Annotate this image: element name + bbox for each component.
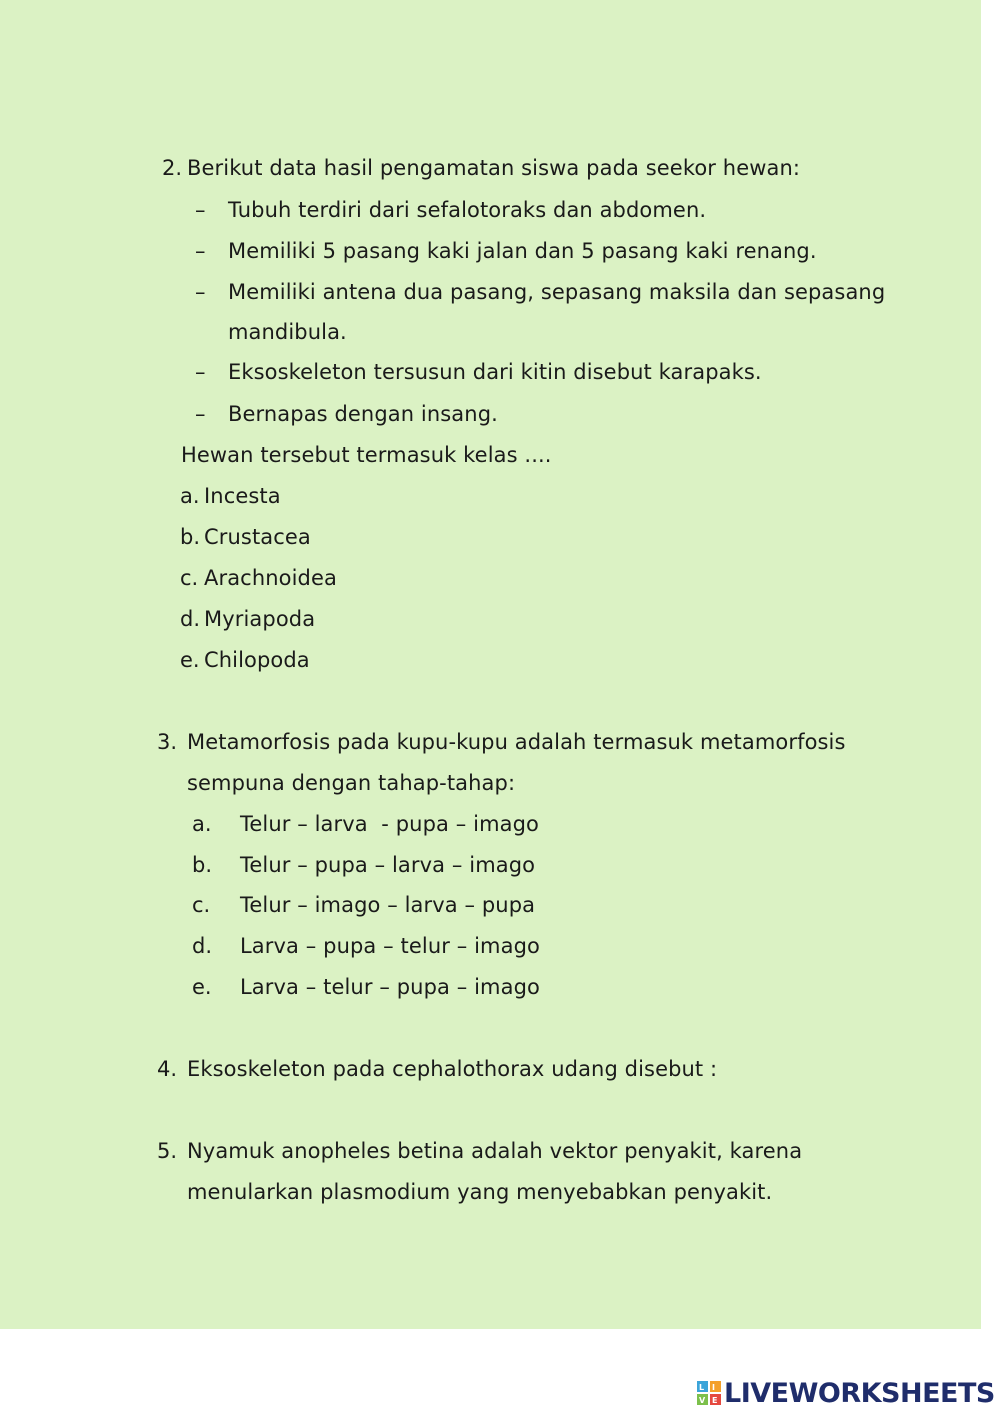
q2-observation-3: Memiliki antena dua pasang, sepasang maksila dan sepasang (228, 280, 886, 304)
q4-number: 4. (157, 1057, 178, 1081)
q2-option-a: Incesta (204, 484, 281, 508)
q2-observation-5: Bernapas dengan insang. (228, 402, 498, 426)
q5-line-1: Nyamuk anopheles betina adalah vektor penyakit, karena (187, 1139, 803, 1163)
q3-option-a: Telur – larva - pupa – imago (240, 812, 539, 836)
q4-text: Eksoskeleton pada cephalothorax udang disebut : (187, 1057, 718, 1081)
logo-text: LIVEWORKSHEETS (724, 1377, 995, 1409)
q3-option-b: Telur – pupa – larva – imago (240, 853, 536, 877)
q3-option-d: Larva – pupa – telur – imago (240, 934, 540, 958)
q3-option-letter: b. (192, 853, 213, 877)
svg-text:V: V (699, 1396, 706, 1405)
liveworksheets-logo-icon (697, 1381, 721, 1405)
q3-option-e: Larva – telur – pupa – imago (240, 975, 540, 999)
svg-text:E: E (712, 1396, 718, 1405)
q2-observation-3-continued: mandibula. (228, 320, 347, 344)
q3-stem-line-2: sempuna dengan tahap-tahap: (187, 771, 516, 795)
q3-option-letter: a. (192, 812, 212, 836)
q2-option-letter: e. (180, 648, 200, 672)
q2-option-c: Arachnoidea (204, 566, 337, 590)
q3-option-letter: c. (192, 893, 211, 917)
q2-option-b: Crustacea (204, 525, 311, 549)
q2-option-letter: d. (180, 607, 201, 631)
q2-observation-2: Memiliki 5 pasang kaki jalan dan 5 pasang kaki renang. (228, 239, 817, 263)
q5-line-2: menularkan plasmodium yang menyebabkan penyakit. (187, 1180, 773, 1204)
q3-stem-line-1: Metamorfosis pada kupu-kupu adalah termasuk metamorfosis (187, 730, 846, 754)
q3-option-c: Telur – imago – larva – pupa (240, 893, 536, 917)
q2-option-letter: c. (180, 566, 199, 590)
dash-bullet: – (195, 239, 206, 263)
q2-option-letter: b. (180, 525, 201, 549)
q3-number: 3. (157, 730, 178, 754)
dash-bullet: – (195, 280, 206, 304)
svg-text:L: L (699, 1383, 705, 1392)
dash-bullet: – (195, 198, 206, 222)
q2-observation-4: Eksoskeleton tersusun dari kitin disebut karapaks. (228, 360, 762, 384)
svg-text:I: I (712, 1383, 715, 1392)
q3-option-letter: e. (192, 975, 212, 999)
q2-number: 2. (162, 156, 183, 180)
q2-stem: Berikut data hasil pengamatan siswa pada seekor hewan: (187, 156, 801, 180)
dash-bullet: – (195, 360, 206, 384)
q2-option-d: Myriapoda (204, 607, 316, 631)
liveworksheets-logo[interactable] (697, 1377, 995, 1409)
q2-option-e: Chilopoda (204, 648, 310, 672)
q2-question: Hewan tersebut termasuk kelas .... (181, 443, 552, 467)
q2-observation-1: Tubuh terdiri dari sefalotoraks dan abdomen. (228, 198, 707, 222)
q2-option-letter: a. (180, 484, 200, 508)
q5-number: 5. (157, 1139, 178, 1163)
dash-bullet: – (195, 402, 206, 426)
q3-option-letter: d. (192, 934, 213, 958)
